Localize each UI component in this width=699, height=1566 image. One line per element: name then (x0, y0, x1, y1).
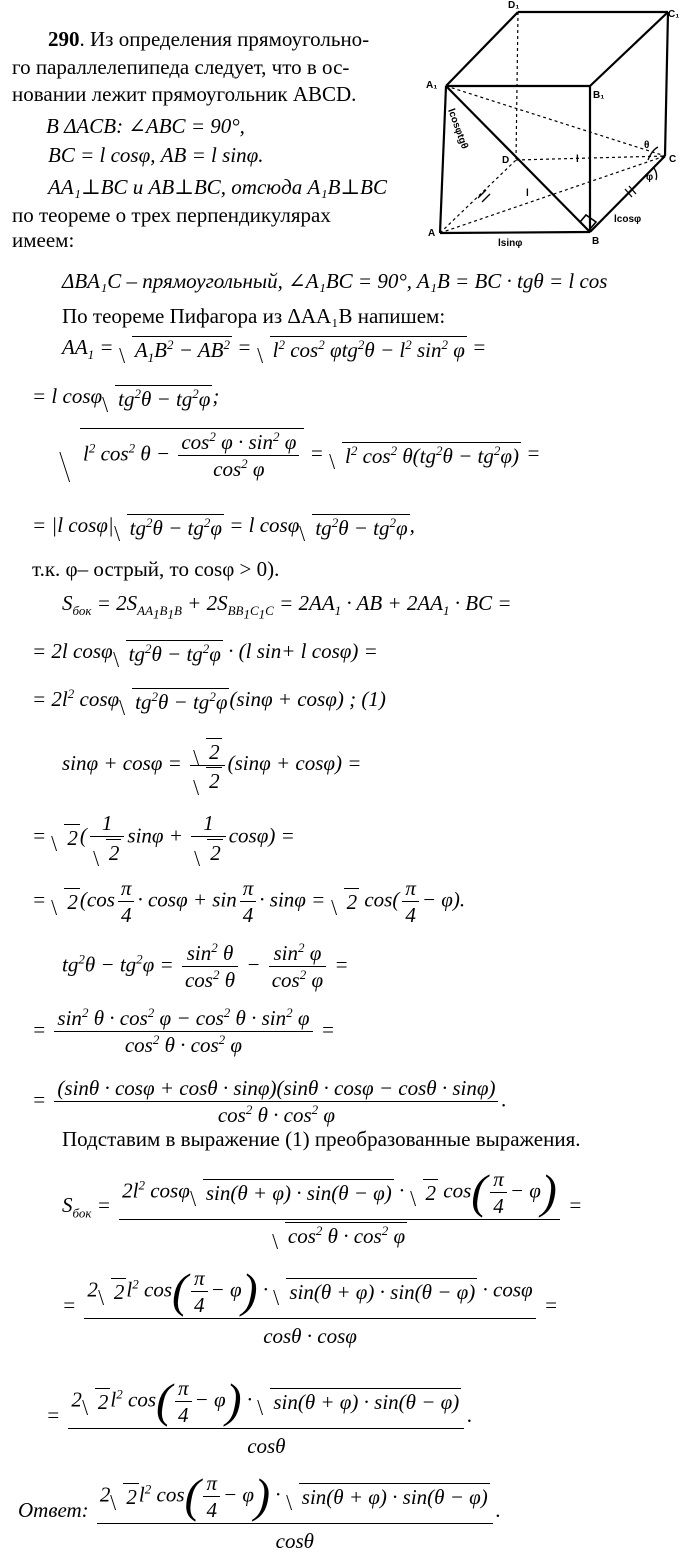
theorem-line-2: имеем: (12, 228, 75, 252)
eq-aa1-result: = l cosφ $tg^2\theta - tg^2\varphi$; (32, 384, 220, 411)
right-triangle-line: ΔBA₁C – прямоугольный, ∠A₁BC = 90°, A₁B = BC · tgθ = l cos (62, 269, 608, 293)
label-lcos: lcosφ (614, 214, 642, 225)
label-A: A (428, 228, 436, 239)
theorem-line-1: по теореме о трех перпендикулярах (12, 203, 331, 227)
label-l-diag: l (526, 188, 529, 199)
label-theta: θ (644, 140, 650, 151)
problem-number: 290 (48, 27, 80, 51)
label-lcostg: lcosφtgθ (445, 107, 470, 151)
eq-sbok-def: $S_{бок} = 2S_{AA_1B_1B} + 2S_{BB_1C_1C} = 2AA_1$ · AB + $2AA_1$ · BC = (62, 591, 512, 622)
eq-tg-diff: $tg^2\theta - tg^2\varphi$ = $\frac{\sin^2 \theta}{\cos^2 \theta}$ − $\frac{\sin^2 \varphi}{\cos^2 \varphi}$ = (62, 940, 349, 992)
intro-line-2: го параллелепипеда следует, что в ос- (12, 55, 350, 79)
substitute-line: Подставим в выражение (1) преобразованные выражения. (62, 1127, 581, 1151)
label-phi: φ (646, 172, 654, 183)
label-lsin: lsinφ (498, 238, 523, 248)
eq-sin-cos-3: = 2(cos $\frac{\pi}{4}$ · cosφ + sin $\frac{\pi}{4}$ · sinφ = 2 cos( $\frac{\pi}{4}$ − φ). (32, 876, 466, 927)
eq-final-2: = 2 $2l^2$ cos( $\frac{\pi}{4}$ − φ) · sin(θ + φ) · sin(θ − φ) · cosφ cosθ · cosφ = (62, 1264, 559, 1348)
label-l-mid: l (576, 154, 579, 165)
eq-root-frac: $l^2$ $\cos^2 \theta$ − $\frac{\cos^2 \varphi \cdot \sin^2 \varphi}{\cos^2 \varphi}$ = $l^2$ $\cos^2 \theta(tg^2\theta - tg^2\varphi)$ = (64, 428, 540, 482)
eq-tg-diff-3: = $\frac{(\sin\theta \cdot \cos\varphi + \cos\theta \cdot \sin\varphi)(\sin\theta \cdot \cos\varphi - \cos\theta \cdot \sin\varphi)}{\cos^2 \theta \cdot \cos^2 \varphi}$ . (32, 1076, 507, 1127)
eq-sbok-3: = $2l^2$ cosφ $tg^2\theta - tg^2\varphi(\sin\varphi + \cos\varphi)$ ; (1) (32, 686, 386, 714)
triangle-line: В ΔACB: ∠ABC = 90°, (46, 114, 245, 138)
eq-final-1: $S_{бок}$ = $2l^2$ cosφ sin(θ + φ) · sin(θ − φ) · 2 cos( $\frac{\pi}{4}$ − φ) $\cos^2 \theta \cdot \cos^2 \varphi$ = (62, 1165, 583, 1248)
eq-sin-cos-2: = 2( $\frac{1}{2}$ sinφ + $\frac{1}{2}$ cosφ) = (32, 811, 295, 865)
eq-tg-diff-2: = $\frac{\sin^2 \theta \cdot \cos^2 \varphi - \cos^2 \theta \cdot \sin^2 \varphi}{\cos^2 \theta \cdot \cos^2 \varphi}$ = (32, 1005, 335, 1057)
eq-sbok-2: = 2l cosφ $tg^2\theta - tg^2\varphi \cdot (l$ sin+ l cosφ) = (32, 639, 378, 666)
acute-line: т.к. φ– острый, то cosφ > 0). (32, 557, 280, 581)
perp-line: AA₁⊥BC и AB⊥BC, отсюда A₁B⊥BC (48, 175, 387, 199)
intro-line-1: 290. Из определения прямоугольно- (48, 27, 370, 51)
label-C1: C₁ (668, 9, 680, 20)
parallelepiped-figure (418, 0, 696, 248)
eq-aa1: $AA_1 = A_1B^2 - AB^2 = l^2$ $\cos^2 \varphi tg^2\theta - l^2$ $\sin^2 \varphi$ = (62, 335, 487, 365)
label-C: C (669, 154, 677, 165)
answer-line: Ответ: 2 $2l^2$ cos( $\frac{\pi}{4}$ − φ) · sin(θ + φ) · sin(θ − φ) cosθ . (18, 1469, 501, 1553)
label-D1: D₁ (508, 0, 520, 11)
label-A1: A₁ (426, 80, 438, 91)
answer-label: Ответ: (18, 1497, 89, 1522)
bc-ab-line: BC = l cosφ, AB = l sinφ. (48, 143, 264, 167)
eq-final-3: = 2 $2l^2$ cos( $\frac{\pi}{4}$ − φ) · sin(θ + φ) · sin(θ − φ) cosθ . (46, 1374, 473, 1458)
eq-abs: = |l cosφ| $tg^2\theta - tg^2\varphi = l$ cosφ $tg^2\theta - tg^2\varphi$, (32, 513, 415, 540)
label-D: D (502, 155, 510, 166)
label-B1: B₁ (593, 90, 605, 101)
eq-sin-cos-1: sinφ + cosφ = $\frac{2}{2}$ (sinφ + cosφ) = (62, 739, 362, 794)
label-B: B (592, 236, 600, 247)
intro-line-3: новании лежит прямоугольник ABCD. (12, 82, 357, 106)
pythagoras-line: По теореме Пифагора из ΔAA₁B напишем: (62, 304, 446, 328)
